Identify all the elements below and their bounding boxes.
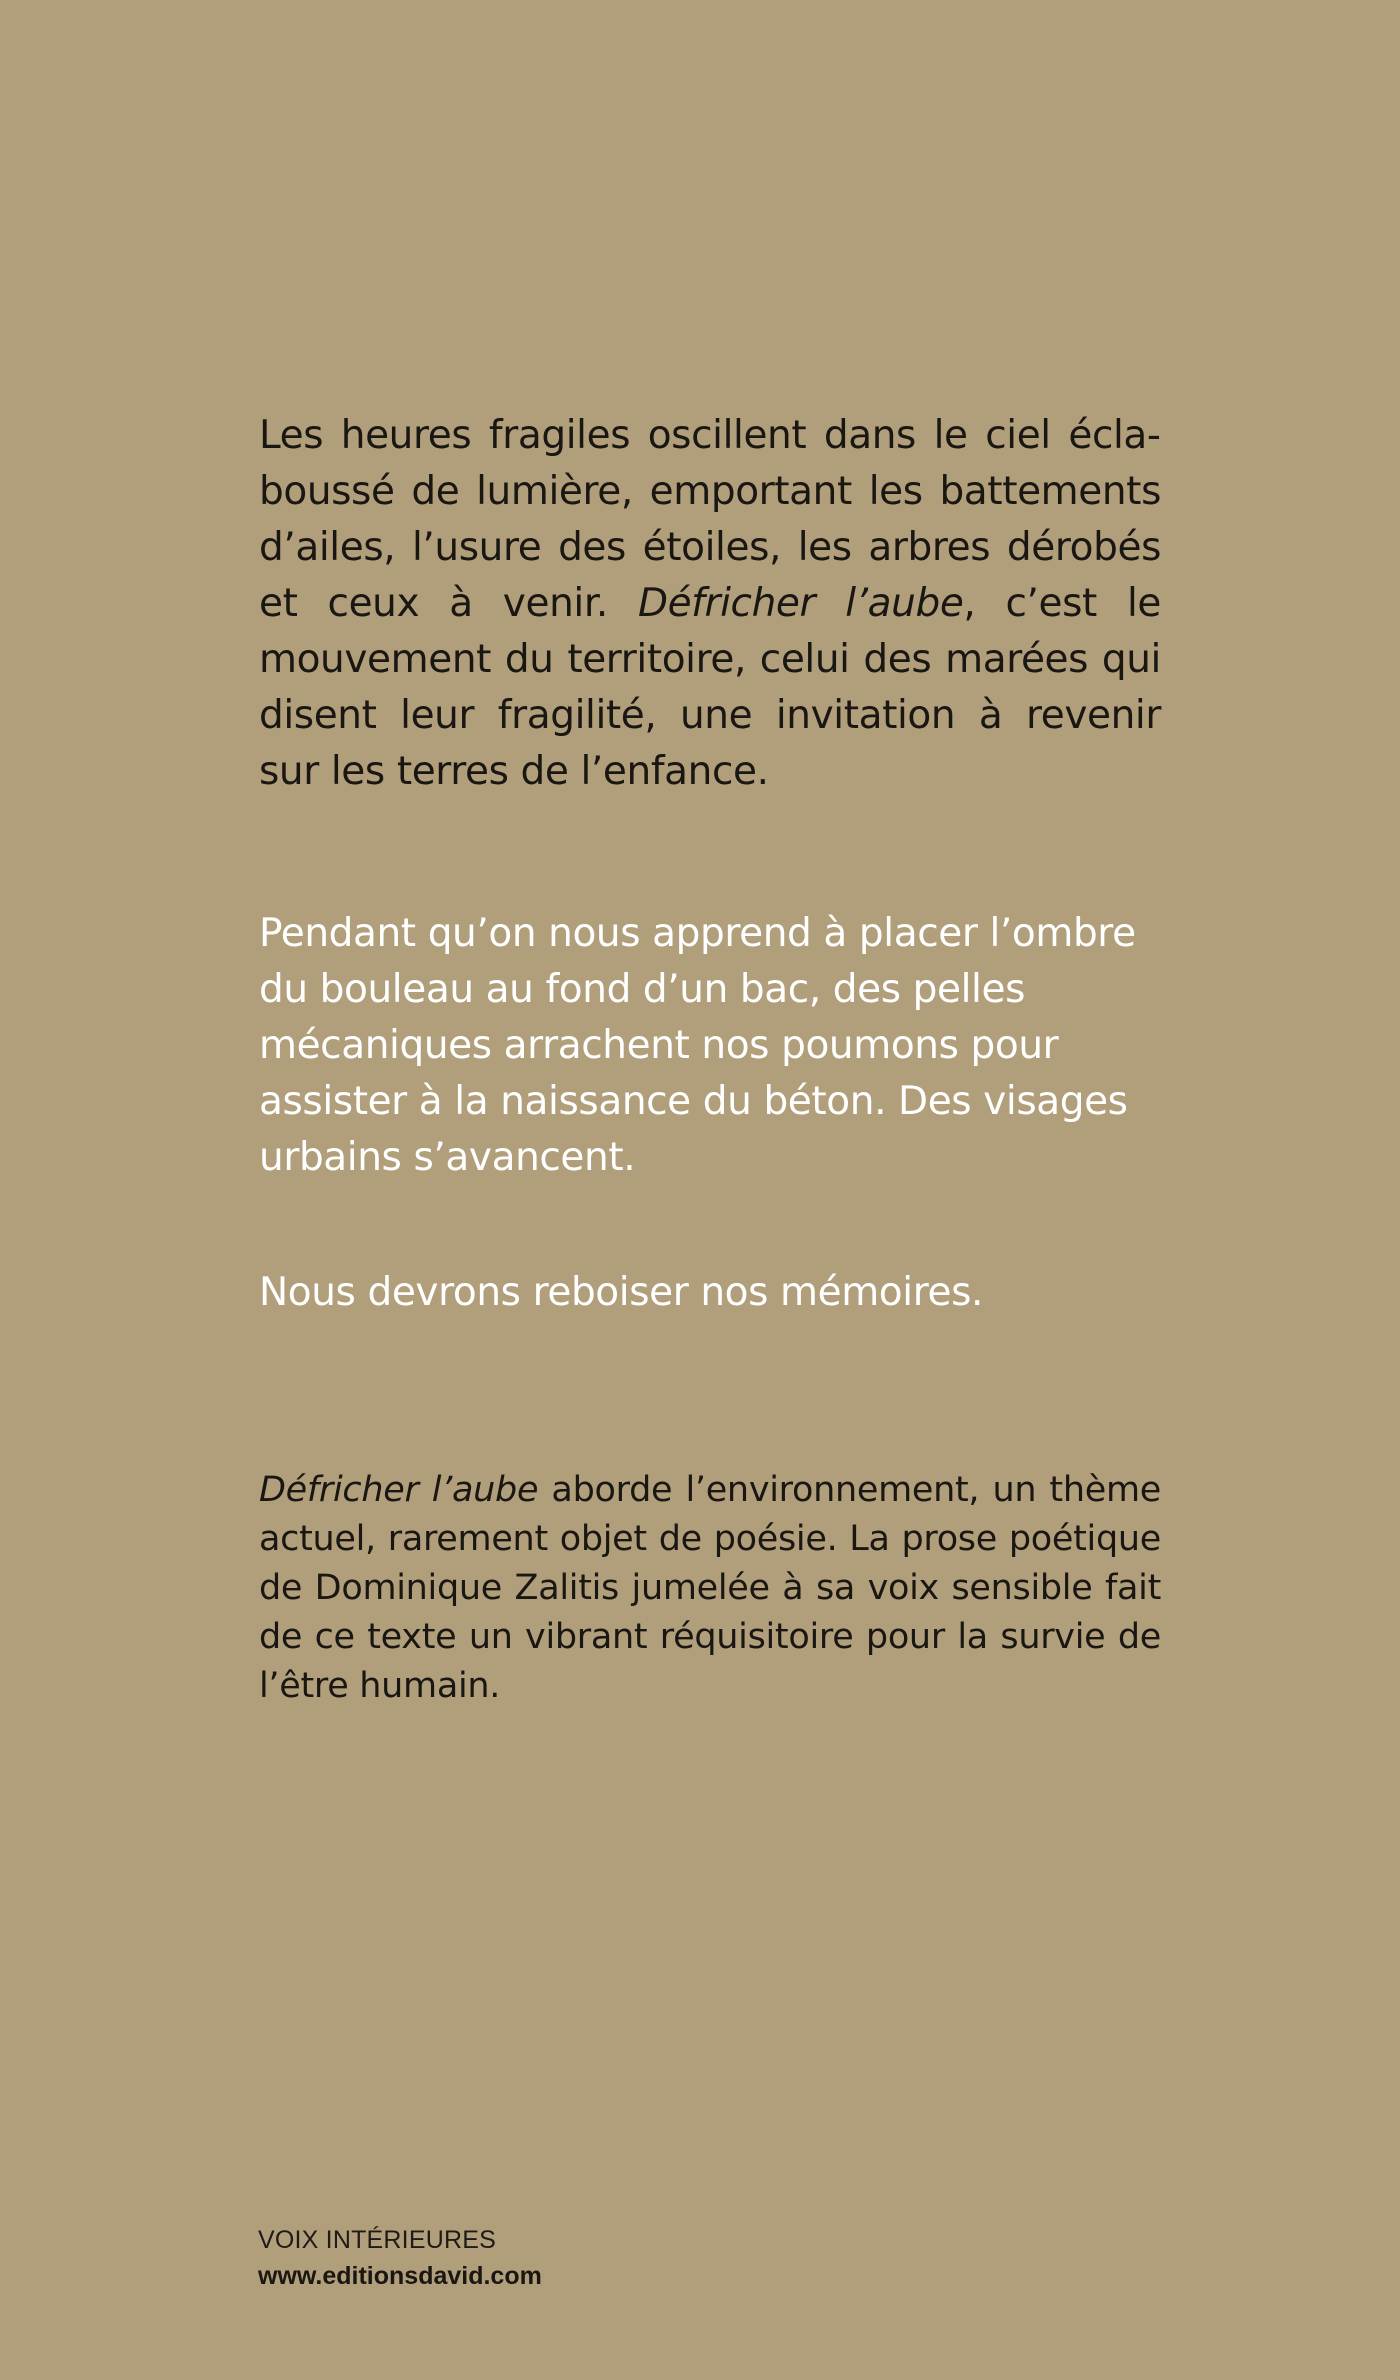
blurb-paragraph-1-intro: Les heures fragiles oscillent dans le ciel éclaboussé de lumière, emportant les battements d’ailes, l’usure des étoiles, les arbres dérobés et ceux à venir. [259,413,1161,626]
blurb-paragraph-1-rest: , c’est le mouvement du territoire, celui des marées qui disent leur fragilité, une invitation à revenir sur les terres de l’enfance. [259,581,1162,794]
blurb-paragraph-4-rest: aborde l’environnement, un thème actuel, rarement objet de poésie. La prose poétique de Dominique Zalitis jumelée à sa voix sensible fait de ce texte un vibrant réquisitoire pour la survie de l’être humain. [259,1470,1161,1706]
collection-name: VOIX INTÉRIEURES [258,2226,496,2254]
blurb-paragraph-2: Pendant qu’on nous apprend à placer l’ombre du bouleau au fond d’un bac, des pelles mécaniques arrachent nos poumons pour assister à la naissance du béton. Des visages urbains s’avancent. [259,911,1136,1180]
blurb-paragraph-3: Nous devrons reboiser nos mémoires. [259,1270,983,1315]
blurb-paragraph-4 [259,1466,1161,1711]
book-title-italic: Défricher l’aube [637,581,964,626]
book-title-italic-2: Défricher l’aube [259,1470,539,1510]
blurb-paragraph-1 [259,408,1161,800]
publisher-website: www.editionsdavid.com [258,2262,542,2290]
